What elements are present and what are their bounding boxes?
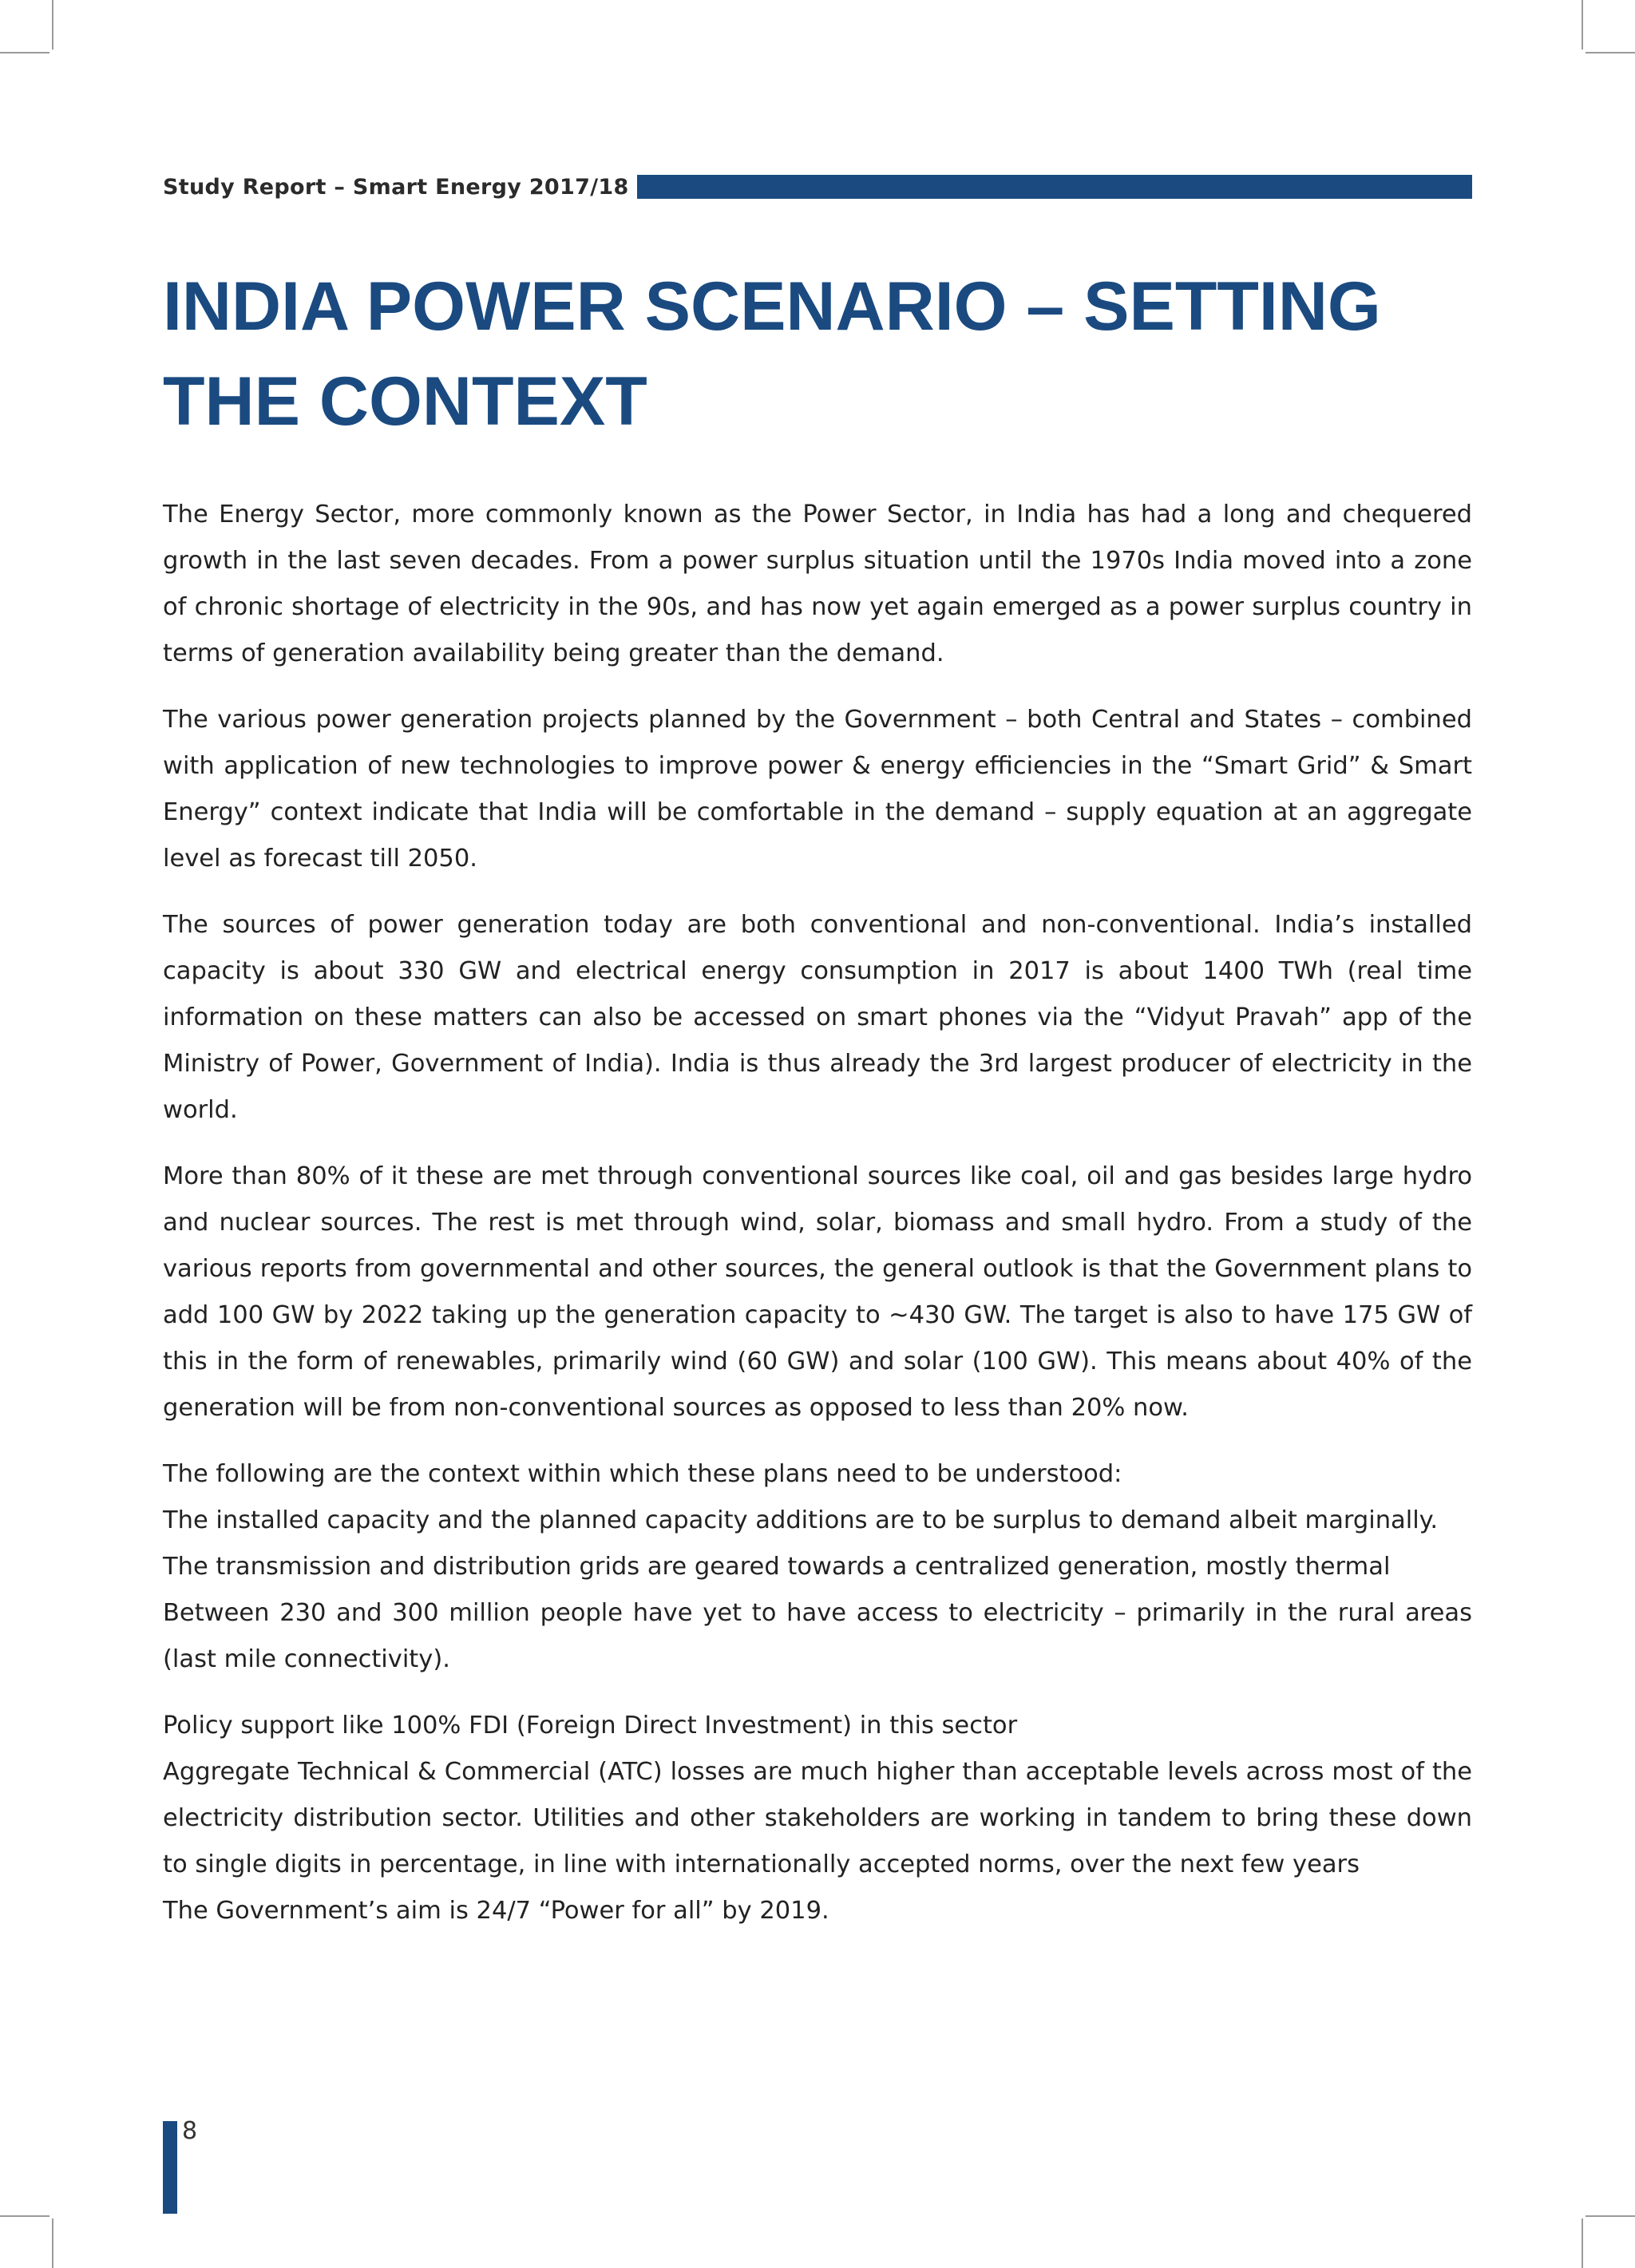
crop-mark <box>52 0 53 49</box>
header-rule <box>637 175 1472 199</box>
page-number: 8 <box>182 2117 198 2145</box>
body-text <box>163 492 1472 1954</box>
crop-mark <box>1582 2219 1583 2268</box>
context-item: Aggregate Technical & Commercial (ATC) losses are much higher than acceptable levels across most of the electricity distribution sector. Utilities and other stakeholders are working in tandem to bring these down to single digits in percentage, in line with internationally accepted norms, over the next few years <box>163 1758 1472 1878</box>
paragraph: More than 80% of it these are met through conventional sources like coal, oil and gas besides large hydro and nuclear sources. The rest is met through wind, solar, biomass and small hydro. From a study of the various reports from governmental and other sources, the general outlook is that the Government plans to add 100 GW by 2022 taking up the generation capacity to ~430 GW. The target is also to have 175 GW of this in the form of renewables, primarily wind (60 GW) and solar (100 GW). This means about 40% of the generation will be from non-conventional sources as opposed to less than 20% now. <box>163 1162 1472 1422</box>
context-list <box>163 1451 1472 1683</box>
context-item: The following are the context within which these plans need to be understood: <box>163 1460 1122 1488</box>
paragraph: The various power generation projects planned by the Government – both Central and States – combined with application of new technologies to improve power & energy efficiencies in the “Smart Grid” & Smart Energy” context indicate that India will be comfortable in the demand – supply equation at an aggregate level as forecast till 2050. <box>163 706 1472 873</box>
crop-mark <box>1586 52 1635 53</box>
crop-mark <box>52 2219 53 2268</box>
context-item: Policy support like 100% FDI (Foreign Direct Investment) in this sector <box>163 1712 1018 1740</box>
context-list <box>163 1703 1472 1934</box>
crop-mark <box>1582 0 1583 49</box>
page-title: INDIA POWER SCENARIO – SETTING THE CONTEXT <box>163 268 1381 440</box>
context-item: Between 230 and 300 million people have yet to have access to electricity – primarily in the rural areas (last mile connectivity). <box>163 1599 1472 1673</box>
crop-mark <box>1586 2215 1635 2217</box>
paragraph: The Energy Sector, more commonly known as the Power Sector, in India has had a long and chequered growth in the last seven decades. From a power surplus situation until the 1970s India moved into a zone of chronic shortage of electricity in the 90s, and has now yet again emerged as a power surplus country in terms of generation availability being greater than the demand. <box>163 501 1472 667</box>
page-marker <box>163 2121 177 2214</box>
context-item: The transmission and distribution grids are geared towards a centralized generation, mostly thermal <box>163 1553 1391 1581</box>
context-item: The installed capacity and the planned capacity additions are to be surplus to demand albeit marginally. <box>163 1506 1439 1534</box>
crop-mark <box>0 2215 49 2217</box>
paragraph: The sources of power generation today are both conventional and non-conventional. India’s installed capacity is about 330 GW and electrical energy consumption in 2017 is about 1400 TWh (real time information on these matters can also be accessed on smart phones via the “Vidyut Pravah” app of the Ministry of Power, Government of India). India is thus already the 3rd largest producer of electricity in the world. <box>163 911 1472 1124</box>
running-header <box>163 172 1472 201</box>
header-label: Study Report – Smart Energy 2017/18 <box>163 174 629 200</box>
crop-mark <box>0 52 49 53</box>
context-item: The Government’s aim is 24/7 “Power for all” by 2019. <box>163 1897 829 1925</box>
